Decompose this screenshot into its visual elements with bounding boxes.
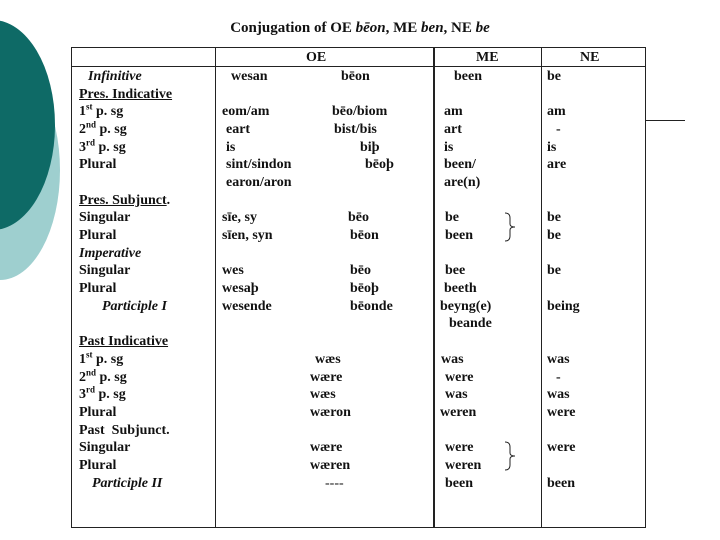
oe-form: wære [310, 370, 343, 385]
me-form: been/ [444, 157, 476, 172]
oe-form: earon/aron [226, 175, 292, 190]
oe-form: wære [310, 440, 343, 455]
oe-form: wæron [310, 405, 351, 420]
ne-form: - [556, 370, 561, 385]
oe-form: wæs [315, 352, 341, 367]
me-form: was [441, 352, 464, 367]
section-heading: Imperative [79, 246, 142, 261]
me-form: weren [440, 405, 477, 420]
ne-form: be [547, 69, 561, 84]
me-form: are(n) [444, 175, 481, 190]
me-form: were [445, 370, 474, 385]
me-form: bee [445, 263, 466, 278]
oe-form: wes [222, 263, 244, 278]
row-label: Singular [79, 263, 131, 278]
row-label: Plural [79, 458, 117, 473]
header-ne: NE [580, 50, 600, 65]
table-divider-oe [215, 47, 216, 528]
row-label: 2nd p. sg [79, 119, 127, 137]
me-form: weren [445, 458, 482, 473]
oe-form: bēo/biom [332, 104, 388, 119]
row-label: Infinitive [88, 69, 142, 84]
me-form: beeth [444, 281, 477, 296]
me-form: been [445, 476, 473, 491]
oe-form: sīe, sy [222, 210, 257, 225]
ne-form: was [547, 352, 570, 367]
oe-form: bēo [348, 210, 369, 225]
section-heading: Pres. Subjunct. [79, 193, 171, 208]
oe-form: bēoþ [365, 157, 394, 172]
ne-form: were [547, 440, 576, 455]
me-form: be [445, 210, 459, 225]
ne-form: are [547, 157, 567, 172]
oe-form: bēo [350, 263, 371, 278]
header-oe: OE [306, 50, 327, 65]
oe-form: is [226, 140, 236, 155]
row-label: Singular [79, 210, 131, 225]
table-header-line [71, 66, 646, 67]
ne-form: is [547, 140, 557, 155]
oe-form: wæs [310, 387, 336, 402]
row-label: 3rd p. sg [79, 384, 126, 402]
row-label: Plural [79, 405, 117, 420]
ne-form: be [547, 263, 561, 278]
oe-form: biþ [360, 140, 380, 155]
table-border-bottom [71, 527, 646, 528]
oe-form: eart [226, 122, 251, 137]
table-border-top [71, 47, 646, 48]
row-label: 3rd p. sg [79, 137, 126, 155]
oe-form: sint/sindon [226, 157, 292, 172]
table-divider-ne [541, 47, 542, 528]
row-label: 1st p. sg [79, 101, 124, 119]
row-label: Plural [79, 228, 117, 243]
page-title: Conjugation of OE bēon, ME ben, NE be [230, 20, 490, 36]
ne-form: being [547, 299, 580, 314]
me-form: were [445, 440, 474, 455]
me-form: been [454, 69, 482, 84]
oe-form: wesende [222, 299, 272, 314]
me-form: beyng(e) [440, 299, 492, 314]
oe-form: bēonde [350, 299, 393, 314]
me-form: was [445, 387, 468, 402]
brace-icon [503, 212, 517, 242]
oe-form: bēon [341, 69, 370, 84]
oe-form: sīen, syn [222, 228, 273, 243]
oe-form: wæren [310, 458, 351, 473]
oe-form: wesan [231, 69, 268, 84]
oe-form: eom/am [222, 104, 270, 119]
section-heading: Past Indicative [79, 334, 169, 349]
header-me: ME [476, 50, 499, 65]
ne-form: - [556, 122, 561, 137]
stray-line [645, 120, 685, 121]
oe-form: bist/bis [334, 122, 377, 137]
oe-form: bēon [350, 228, 379, 243]
row-label: Singular [79, 440, 131, 455]
row-label: 1st p. sg [79, 349, 124, 367]
section-heading: Pres. Indicative [79, 87, 173, 102]
ne-form: am [547, 104, 566, 119]
brace-icon [503, 441, 517, 471]
oe-form: bēoþ [350, 281, 379, 296]
me-form: is [444, 140, 454, 155]
ne-form: was [547, 387, 570, 402]
ne-form: be [547, 210, 561, 225]
table-divider-me [433, 47, 435, 528]
ne-form: be [547, 228, 561, 243]
me-form: beande [449, 316, 492, 331]
oe-form: ---- [325, 476, 344, 491]
section-heading: Past Subjunct. [79, 423, 170, 438]
me-form: been [445, 228, 473, 243]
row-label: Participle I [102, 299, 167, 314]
row-label: Plural [79, 281, 117, 296]
me-form: art [444, 122, 462, 137]
me-form: am [444, 104, 463, 119]
row-label: 2nd p. sg [79, 367, 127, 385]
ne-form: been [547, 476, 575, 491]
row-label: Plural [79, 157, 117, 172]
table-border-left [71, 47, 72, 528]
ne-form: were [547, 405, 576, 420]
row-label: Participle II [92, 476, 163, 491]
oe-form: wesaþ [222, 281, 259, 296]
